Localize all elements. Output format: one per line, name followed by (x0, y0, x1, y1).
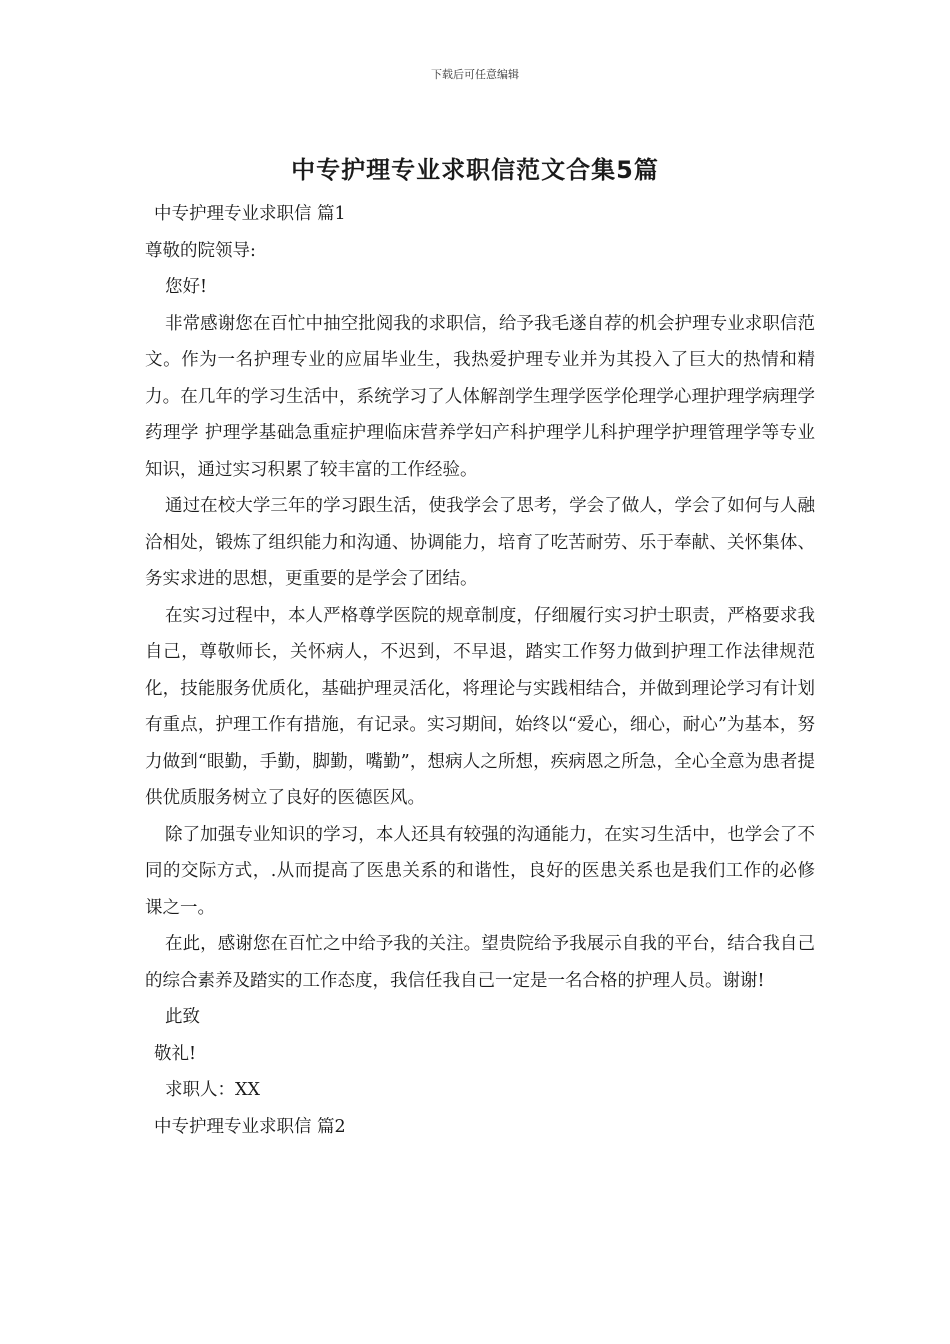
salutation: 尊敬的院领导: (145, 240, 256, 261)
header-note: 下载后可任意编辑 (431, 68, 519, 81)
paragraph: 在实习过程中，本人严格尊学医院的规章制度，仔细履行实习护士职责，严格要求我自己，尊敬师长，关怀病人，不迟到，不早退，踏实工作努力做到护理工作法律规范化，技能服务优质化，基础护理灵活化，将理论与实践相结合，并做到理论学习有计划有重点，护理工作有措施，有记录。实习期间，始终以“爱心，细心，耐心”为基本，努力做到“眼勤，手勤，脚勤，嘴勤”，想病人之所想，疾病恩之所急，全心全意为患者提供优质服务树立了良好的医德医风。 (145, 605, 815, 808)
paragraph: 非常感谢您在百忙中抽空批阅我的求职信，给予我毛遂自荐的机会护理专业求职信范文。作为一名护理专业的应届毕业生，我热爱护理专业并为其投入了巨大的热情和精力。在几年的学习生活中，系统学习了人体解剖学生理学医学伦理学心理护理学病理学药理学 护理学基础急重症护理临床营养学妇产科护理学儿科护理学护理管理学等专业知识，通过实习积累了较丰富的工作经验。 (145, 313, 815, 480)
section-heading: 中专护理专业求职信 篇1 (154, 204, 346, 224)
paragraph: 通过在校大学三年的学习跟生活，使我学会了思考，学会了做人，学会了如何与人融洽相处，锻炼了组织能力和沟通、协调能力，培育了吃苦耐劳、乐于奉献、关怀集体、务实求进的思想，更重要的是学会了团结。 (145, 496, 815, 589)
paragraph: 在此，感谢您在百忙之中给予我的关注。望贵院给予我展示自我的平台，结合我自己的综合素养及踏实的工作态度，我信任我自己一定是一名合格的护理人员。谢谢! (145, 934, 815, 991)
closing-line: 此致 (165, 1007, 200, 1027)
signature: 求职人：XX (165, 1080, 260, 1100)
paragraph: 除了加强专业知识的学习，本人还具有较强的沟通能力，在实习生活中，也学会了不同的交际方式，.从而提高了医患关系的和谐性，良好的医患关系也是我们工作的必修课之一。 (145, 824, 815, 918)
document-title: 中专护理专业求职信范文合集5篇 (291, 156, 659, 184)
greeting: 您好! (165, 277, 208, 297)
closing-regards: 敬礼! (154, 1043, 197, 1064)
document-body (145, 196, 815, 1145)
section-heading: 中专护理专业求职信 篇2 (154, 1116, 346, 1137)
